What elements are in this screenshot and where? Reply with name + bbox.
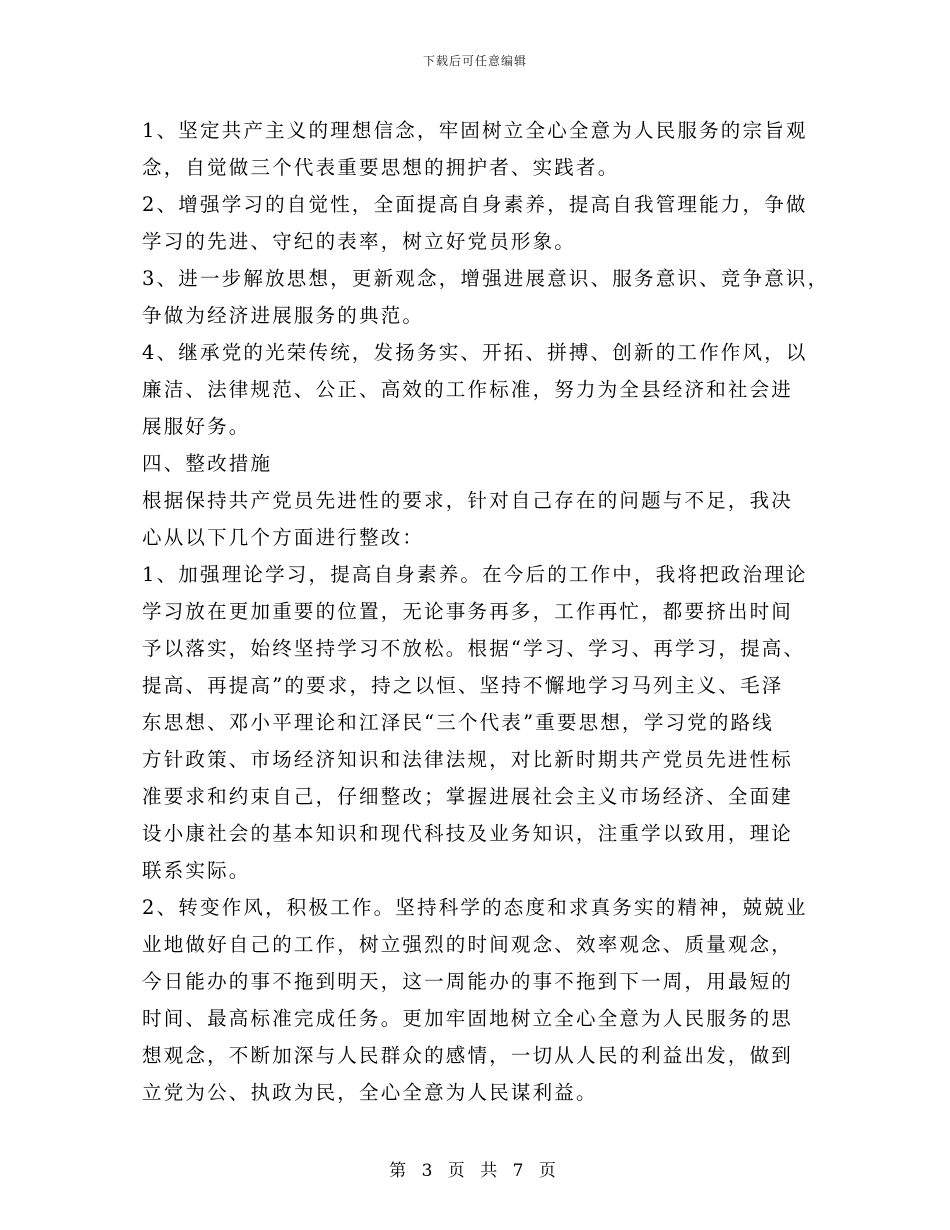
text-line: 予以落实，始终坚持学习不放松。根据“学习、学习、再学习，提高、 xyxy=(142,637,806,660)
text-line: 学习放在更加重要的位置，无论事务再多，工作再忙，都要挤出时间 xyxy=(142,600,794,623)
text-line: 今日能办的事不拖到明天，这一周能办的事不拖到下一周，用最短的 xyxy=(142,970,794,993)
text-line: 1、加强理论学习，提高自身素养。在今后的工作中，我将把政治理论 xyxy=(142,563,808,586)
text-line: 东思想、邓小平理论和江泽民“三个代表”重要思想，学习党的路线 xyxy=(142,711,774,734)
paragraph xyxy=(142,482,822,556)
text-line: 业地做好自己的工作，树立强烈的时间观念、效率观念、质量观念， xyxy=(142,933,794,956)
document-body xyxy=(142,112,830,1111)
text-line: 四、整改措施 xyxy=(142,452,273,475)
page-number-footer: 第 3 页 共 7 页 xyxy=(389,1161,561,1181)
text-line: 方针政策、市场经济知识和法律法规，对比新时期共产党员先进性标 xyxy=(142,748,794,771)
text-line: 2、增强学习的自觉性，全面提高自身素养，提高自我管理能力，争做 xyxy=(142,193,808,216)
text-line: 心从以下几个方面进行整改： xyxy=(142,526,425,549)
text-line: 廉洁、法律规范、公正、高效的工作标准，努力为全县经济和社会进 xyxy=(142,378,794,401)
text-line: 立党为公、执政为民，全心全意为人民谋利益。 xyxy=(142,1081,598,1104)
section-heading xyxy=(142,445,822,482)
paragraph xyxy=(142,112,822,186)
text-line: 联系实际。 xyxy=(142,859,251,882)
page-header: 下载后可任意编辑 xyxy=(422,54,527,68)
paragraph xyxy=(142,889,822,1111)
text-line: 3、进一步解放思想，更新观念，增强进展意识、服务意识、竞争意识， xyxy=(142,267,830,290)
paragraph xyxy=(142,186,822,260)
paragraph xyxy=(142,260,830,334)
text-line: 设小康社会的基本知识和现代科技及业务知识，注重学以致用，理论 xyxy=(142,822,794,845)
text-line: 2、转变作风，积极工作。坚持科学的态度和求真务实的精神，兢兢业 xyxy=(142,896,808,919)
text-line: 根据保持共产党员先进性的要求，针对自己存在的问题与不足，我决 xyxy=(142,489,794,512)
text-line: 4、继承党的光荣传统，发扬务实、开拓、拼搏、创新的工作作风，以 xyxy=(142,341,808,364)
text-line: 1、坚定共产主义的理想信念，牢固树立全心全意为人民服务的宗旨观 xyxy=(142,119,808,142)
text-line: 学习的先进、守纪的表率，树立好党员形象。 xyxy=(142,230,577,253)
paragraph xyxy=(142,334,822,445)
text-line: 时间、最高标准完成任务。更加牢固地树立全心全意为人民服务的思 xyxy=(142,1007,794,1030)
paragraph xyxy=(142,556,822,889)
text-line: 准要求和约束自己，仔细整改；掌握进展社会主义市场经济、全面建 xyxy=(142,785,794,808)
text-line: 念，自觉做三个代表重要思想的拥护者、实践者。 xyxy=(142,156,620,179)
text-line: 提高、再提高”的要求，持之以恒、坚持不懈地学习马列主义、毛泽 xyxy=(142,674,784,697)
text-line: 想观念，不断加深与人民群众的感情，一切从人民的利益出发，做到 xyxy=(142,1044,794,1067)
text-line: 争做为经济进展服务的典范。 xyxy=(142,304,425,327)
text-line: 展服好务。 xyxy=(142,415,251,438)
